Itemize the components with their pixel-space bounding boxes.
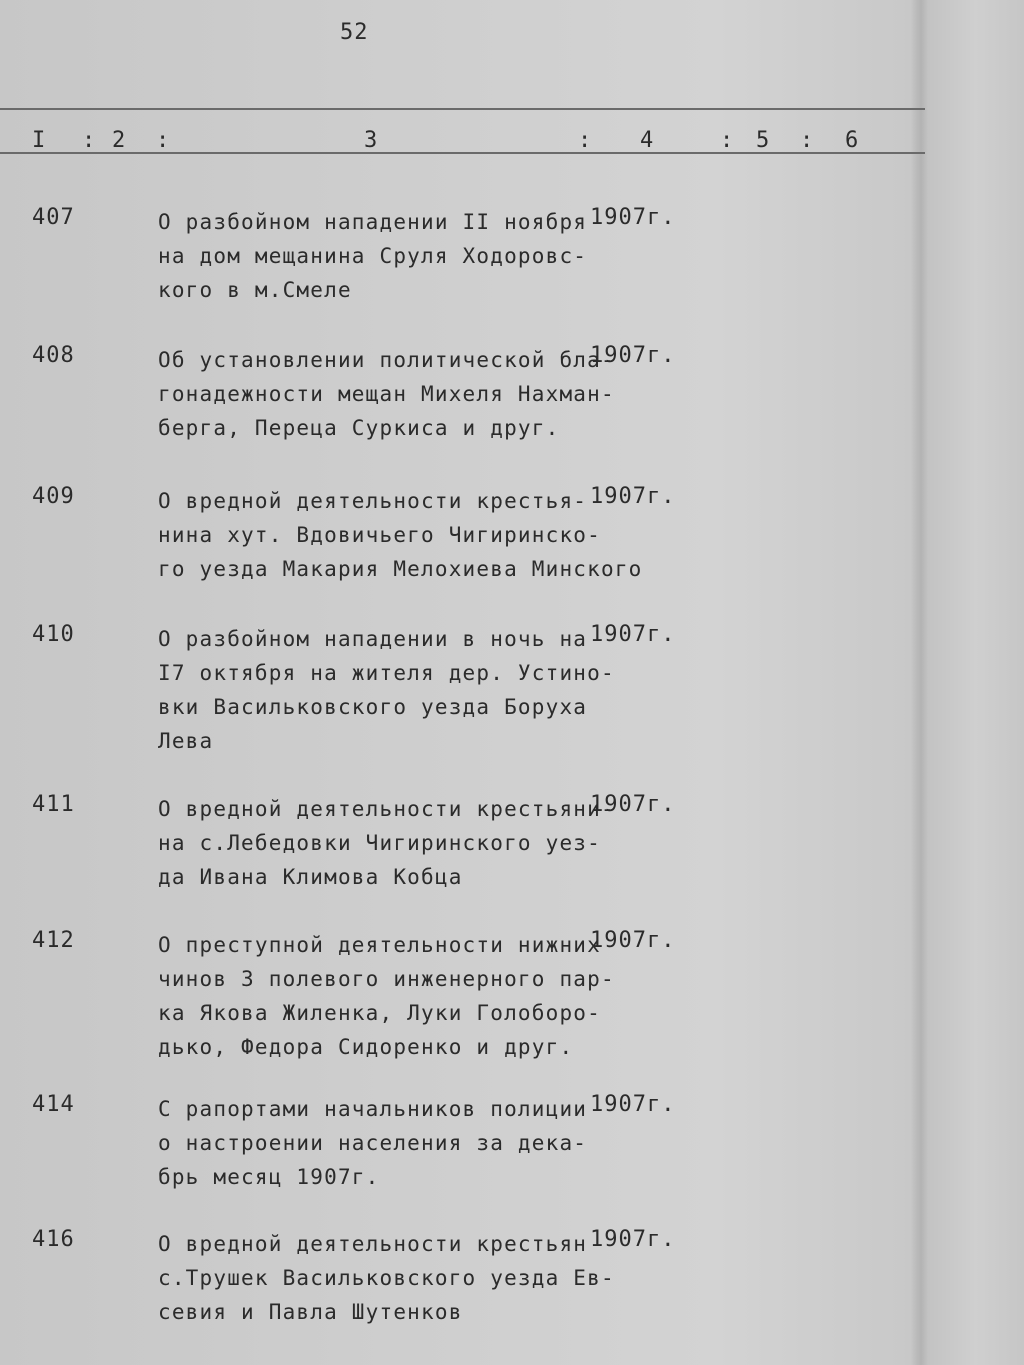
page-edge-shadow — [910, 0, 928, 1365]
column-header-2: 2 — [112, 128, 126, 153]
header-rule-bottom — [0, 152, 925, 154]
underlying-sheet — [928, 0, 1024, 1365]
entry-description: О разбойном нападении в ночь на I7 октября на жителя дер. Устино- вки Васильковского уезда Боруха Лева — [158, 627, 615, 753]
column-header-6: 6 — [845, 128, 859, 153]
entry-number: 412 — [32, 928, 75, 953]
entry-year: 1907г. — [590, 1227, 676, 1252]
entry-year: 1907г. — [590, 343, 676, 368]
entry-year: 1907г. — [590, 622, 676, 647]
entry-description: О вредной деятельности крестьян с.Трушек Васильковского уезда Ев- севия и Павла Шутенков — [158, 1232, 615, 1324]
entry-description: С рапортами начальников полиции о настроении населения за дека- брь месяц 1907г. — [158, 1097, 588, 1189]
header-rule-top — [0, 108, 925, 110]
column-separator: : — [578, 128, 592, 153]
column-separator: : — [800, 128, 814, 153]
column-separator: : — [82, 128, 96, 153]
column-header-3: 3 — [364, 128, 378, 153]
entry-number: 416 — [32, 1227, 75, 1252]
entry-number: 407 — [32, 205, 75, 230]
column-separator: : — [720, 128, 734, 153]
column-header-1: I — [32, 128, 46, 153]
entry-description: О разбойном нападении II ноября на дом мещанина Сруля Ходоровс- кого в м.Смеле — [158, 210, 588, 302]
entry-year: 1907г. — [590, 484, 676, 509]
entry-year: 1907г. — [590, 205, 676, 230]
entry-description: Об установлении политической бла- гонадежности мещан Михеля Нахман- берга, Переца Суркиса и друг. — [158, 348, 615, 440]
entry-number: 410 — [32, 622, 75, 647]
column-header-4: 4 — [640, 128, 654, 153]
entry-number: 409 — [32, 484, 75, 509]
entry-year: 1907г. — [590, 928, 676, 953]
column-separator: : — [156, 128, 170, 153]
entry-year: 1907г. — [590, 792, 676, 817]
entry-number: 414 — [32, 1092, 75, 1117]
entry-description: О вредной деятельности крестья- нина хут. Вдовичьего Чигиринско- го уезда Макария Мелохиева Минского — [158, 489, 643, 581]
entry-year: 1907г. — [590, 1092, 676, 1117]
column-header-5: 5 — [756, 128, 770, 153]
entry-number: 411 — [32, 792, 75, 817]
entry-description: О вредной деятельности крестьяни- на с.Лебедовки Чигиринского уез- да Ивана Климова Кобца — [158, 797, 615, 889]
entry-number: 408 — [32, 343, 75, 368]
page-number: 52 — [340, 20, 369, 45]
entry-description: О преступной деятельности нижних чинов 3 полевого инженерного пар- ка Якова Жиленка, Луки Голоборо- дько, Федора Сидоренко и друг. — [158, 933, 615, 1059]
